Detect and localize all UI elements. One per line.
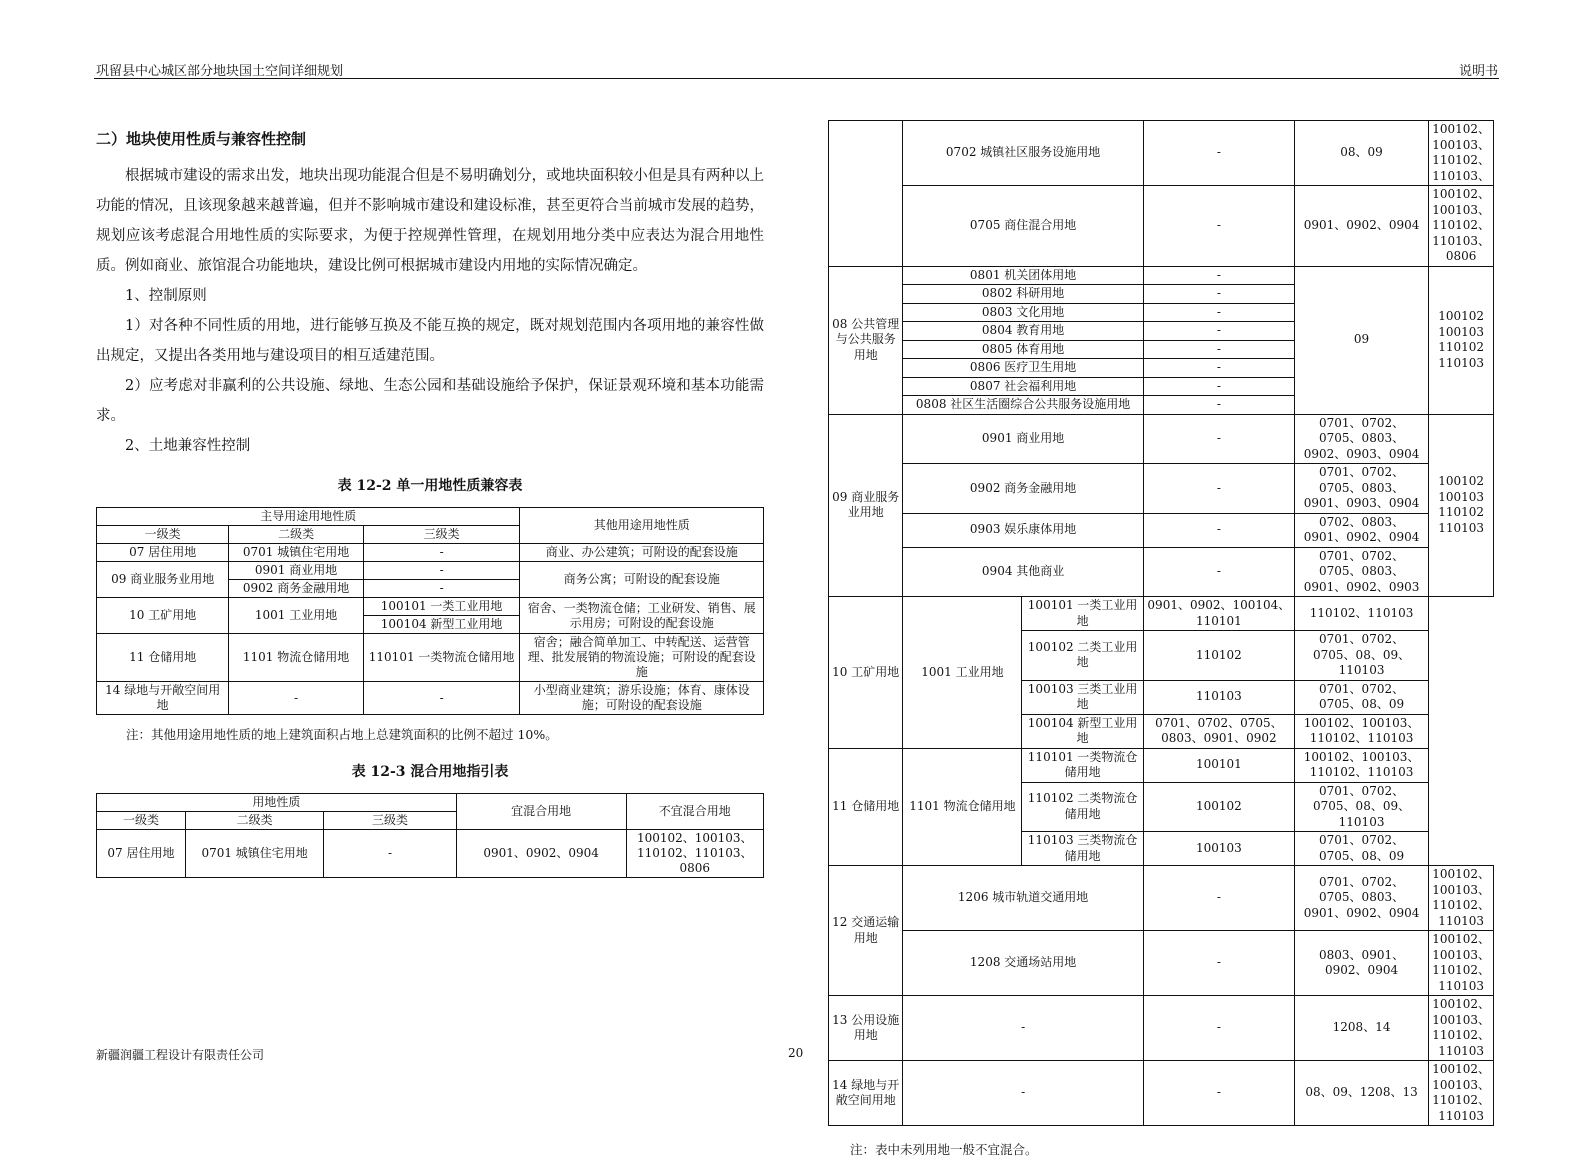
table-12-3-part2 [828,120,1494,1126]
table-cell: - [363,544,520,562]
table-header-cell: 二级类 [229,526,363,544]
table-cell [1429,414,1494,597]
table-header-cell: 宜混合用地 [456,794,626,830]
table-cell: 0701、0702、0705、0803、0901、0902、0904 [1294,866,1428,931]
table-cell: - [1143,396,1294,415]
table-cell: 0702 城镇社区服务设施用地 [903,121,1143,186]
table-header-cell: 主导用途用地性质 [97,508,520,526]
table-cell: 1208、14 [1294,996,1428,1061]
doc-header-type: 说明书 [1458,64,1498,79]
table-cell: 0701 城镇住宅用地 [185,830,323,878]
unsuit-line: 110102 [1438,340,1484,354]
table-cell: - [1143,931,1294,996]
table-cell: 0902 商务金融用地 [229,580,363,598]
table-cell: 12 交通运输用地 [829,866,903,996]
table-cell: 0804 教育用地 [903,322,1143,341]
compat-heading: 2、土地兼容性控制 [125,438,251,454]
section-title: 二）地块使用性质与兼容性控制 [96,130,307,148]
right-column [828,120,1494,1158]
table-cell: 1101 物流仓储用地 [903,748,1022,866]
table-cell: 0801 机关团体用地 [903,266,1143,285]
table-header-cell: 一级类 [97,812,186,830]
table-12-3-part1 [96,793,764,878]
table-cell: 110101 一类物流仓储用地 [363,634,520,682]
table-cell: 07 居住用地 [97,544,229,562]
table-cell: 0802 科研用地 [903,285,1143,304]
left-column [96,128,764,878]
table-cell: - [903,1061,1143,1126]
table-cell: 0701、0702、0705、08、09、110103 [1294,631,1428,681]
table-cell: 100104 新型工业用地 [1022,714,1143,748]
unsuit-line: 110103 [1438,520,1484,535]
table-cell: 10 工矿用地 [829,597,903,749]
table-cell: 0901、0902、0904 [456,830,626,878]
table-header-cell: 三级类 [363,526,520,544]
table-cell: 11 仓储用地 [829,748,903,866]
table-cell: 100104 新型工业用地 [363,616,520,634]
table-cell: - [324,830,456,878]
table-cell: 100101 一类工业用地 [363,598,520,616]
table-cell: - [1143,340,1294,359]
table-cell: 0701、0702、0705、0803、0901、0902、0903 [1294,547,1428,597]
table-cell: 0701、0702、0705、08、09 [1294,832,1428,866]
table-cell: 0701、0702、0705、0803、0902、0903、0904 [1294,414,1428,464]
table-cell: 100101 一类工业用地 [1022,597,1143,631]
table-cell: - [1143,359,1294,378]
footer-company: 新疆润疆工程设计有限责任公司 [96,1048,265,1062]
table-header-cell: 三级类 [324,812,456,830]
table-cell: 商务公寓；可附设的配套设施 [520,562,764,598]
table-cell: 09 [1294,266,1428,414]
table-cell: - [1143,186,1294,267]
intro-paragraph: 根据城市建设的需求出发，地块出现功能混合但是不易明确划分，或地块面积较小但是具有两种以上功能的情况，且该现象越来越普遍，但并不影响城市建设和建设标准，甚至更符合当前城市发展的趋势，规划应该考虑混合用地性质的实际要求，为便于控规弹性管理，在规划用地分类中应表达为混合用地性质。例如商业、旅馆混合功能地块，建设比例可根据城市建设内用地的实际情况确定。 [96,168,764,274]
unsuit-line: 110103 [1438,355,1484,370]
table-cell: 100101 [1143,748,1294,782]
table-cell [829,121,903,267]
table-cell: - [363,580,520,598]
table-cell: 07 居住用地 [97,830,186,878]
table-cell: 13 公用设施用地 [829,996,903,1061]
table-cell: 100102、100103、110102、110103 [1429,1061,1494,1126]
table-cell: - [1143,547,1294,597]
table-cell: 宿舍；融合简单加工、中转配送、运营管理、批发展销的物流设施；可附设的配套设施 [520,634,764,682]
table-header-cell: 其他用途用地性质 [520,508,764,544]
table-cell: - [1143,266,1294,285]
table-cell: 100102 二类工业用地 [1022,631,1143,681]
table-cell: - [1143,377,1294,396]
table-cell: 110102 [1143,631,1294,681]
table-12-2-title: 表 12-2 单一用地性质兼容表 [337,478,523,494]
table-cell: - [1143,996,1294,1061]
table-cell: 100102、100103、110102、110103 [1429,931,1494,996]
table-cell: 09 商业服务业用地 [829,414,903,597]
table-cell: - [1143,464,1294,514]
table-header-cell: 一级类 [97,526,229,544]
table-header-cell: 不宜混合用地 [626,794,763,830]
table-12-3-note: 注：表中未列用地一般不宜混合。 [850,1142,1038,1157]
table-cell: 0806 医疗卫生用地 [903,359,1143,378]
table-cell: 1001 工业用地 [229,598,363,634]
table-cell: - [363,682,520,715]
table-cell: 0701 城镇住宅用地 [229,544,363,562]
table-cell: 商业、办公建筑；可附设的配套设施 [520,544,764,562]
table-cell: 100102、100103、110102、110103 [1294,714,1428,748]
table-cell: 08 公共管理与公共服务用地 [829,266,903,414]
table-cell: - [1143,121,1294,186]
table-cell: 0805 体育用地 [903,340,1143,359]
principle-1: 1）对各种不同性质的用地，进行能够互换及不能互换的规定，既对规划范围内各项用地的兼容性做出规定，又提出各类用地与建设项目的相互适建范围。 [96,318,764,364]
table-cell: 0701、0702、0705、08、09 [1294,680,1428,714]
table-cell: 100103 [1143,832,1294,866]
table-cell: 110101 一类物流仓储用地 [1022,748,1143,782]
header-divider [94,78,1499,79]
page-number: 20 [788,1046,804,1060]
table-cell: - [1143,414,1294,464]
table-cell: 0808 社区生活圈综合公共服务设施用地 [903,396,1143,415]
unsuit-line: 100103 [1438,489,1484,504]
table-cell: 09 商业服务业用地 [97,562,229,598]
table-cell: 0701、0702、0705、08、09、110103 [1294,782,1428,832]
table-cell: 0902 商务金融用地 [903,464,1143,514]
table-cell [1429,266,1494,414]
table-cell: 0904 其他商业 [903,547,1143,597]
table-cell: - [1143,285,1294,304]
unsuit-line: 100102 [1438,474,1484,489]
table-cell: 100102、100103、110102、110103 [1429,996,1494,1061]
table-cell: 100102 [1143,782,1294,832]
table-cell: 100103 三类工业用地 [1022,680,1143,714]
table-cell: 1206 城市轨道交通用地 [903,866,1143,931]
table-header-cell: 二级类 [185,812,323,830]
table-cell: 0702、0803、0901、0902、0904 [1294,513,1428,547]
unsuit-line: 110102 [1438,505,1484,520]
table-header-cell: 用地性质 [97,794,457,812]
table-cell: 08、09、1208、13 [1294,1061,1428,1126]
table-cell: - [1143,303,1294,322]
table-cell: 110103 [1143,680,1294,714]
table-cell: - [1143,866,1294,931]
table-cell: 14 绿地与开敞空间用地 [829,1061,903,1126]
table-cell: 0705 商住混合用地 [903,186,1143,267]
table-cell: 1208 交通场站用地 [903,931,1143,996]
table-cell: 0807 社会福利用地 [903,377,1143,396]
table-cell: 14 绿地与开敞空间用地 [97,682,229,715]
table-cell: - [229,682,363,715]
table-cell: 1001 工业用地 [903,597,1022,749]
table-cell: 0903 娱乐康体用地 [903,513,1143,547]
table-cell: 0701、0702、0705、0803、0901、0903、0904 [1294,464,1428,514]
principle-2: 2）应考虑对非赢利的公共设施、绿地、生态公园和基础设施给予保护，保证景观环境和基本功能需求。 [96,378,764,424]
table-cell: 100102、100103、110102、110103、0806 [626,830,763,878]
table-cell: 0901 商业用地 [229,562,363,580]
table-cell: 0901、0902、100104、110101 [1143,597,1294,631]
table-cell: 小型商业建筑；游乐设施；体育、康体设施；可附设的配套设施 [520,682,764,715]
principle-heading: 1、控制原则 [125,288,207,304]
table-cell: - [363,562,520,580]
table-cell: 08、09 [1294,121,1428,186]
table-cell: - [1143,1061,1294,1126]
table-cell: 100102、100103、110102、110103、 [1429,121,1494,186]
table-cell: 0803、0901、0902、0904 [1294,931,1428,996]
table-cell: 宿舍、一类物流仓储；工业研发、销售、展示用房；可附设的配套设施 [520,598,764,634]
table-cell: 110103 三类物流仓储用地 [1022,832,1143,866]
table-cell: 10 工矿用地 [97,598,229,634]
table-12-2 [96,507,764,715]
table-cell: 1101 物流仓储用地 [229,634,363,682]
unsuit-line: 100103 [1438,324,1484,339]
table-cell: 0803 文化用地 [903,303,1143,322]
table-cell: 110102、110103 [1294,597,1428,631]
table-cell: 0901 商业用地 [903,414,1143,464]
table-cell: 100102、100103、110102、110103 [1294,748,1428,782]
doc-header-title: 巩留县中心城区部分地块国土空间详细规划 [96,64,344,79]
table-cell: 100102、100103、110102、110103、0806 [1429,186,1494,267]
table-12-3-title: 表 12-3 混合用地指引表 [351,764,509,780]
table-cell: 0901、0902、0904 [1294,186,1428,267]
table-12-2-note: 注：其他用途用地性质的地上建筑面积占地上总建筑面积的比例不超过 10%。 [126,727,558,742]
table-cell: 11 仓储用地 [97,634,229,682]
table-cell: 100102、100103、110102、110103 [1429,866,1494,931]
unsuit-line: 100102 [1438,309,1484,323]
table-cell: - [1143,322,1294,341]
table-cell: 110102 二类物流仓储用地 [1022,782,1143,832]
table-cell: - [1143,513,1294,547]
table-cell: 0701、0702、0705、0803、0901、0902 [1143,714,1294,748]
table-cell: - [903,996,1143,1061]
